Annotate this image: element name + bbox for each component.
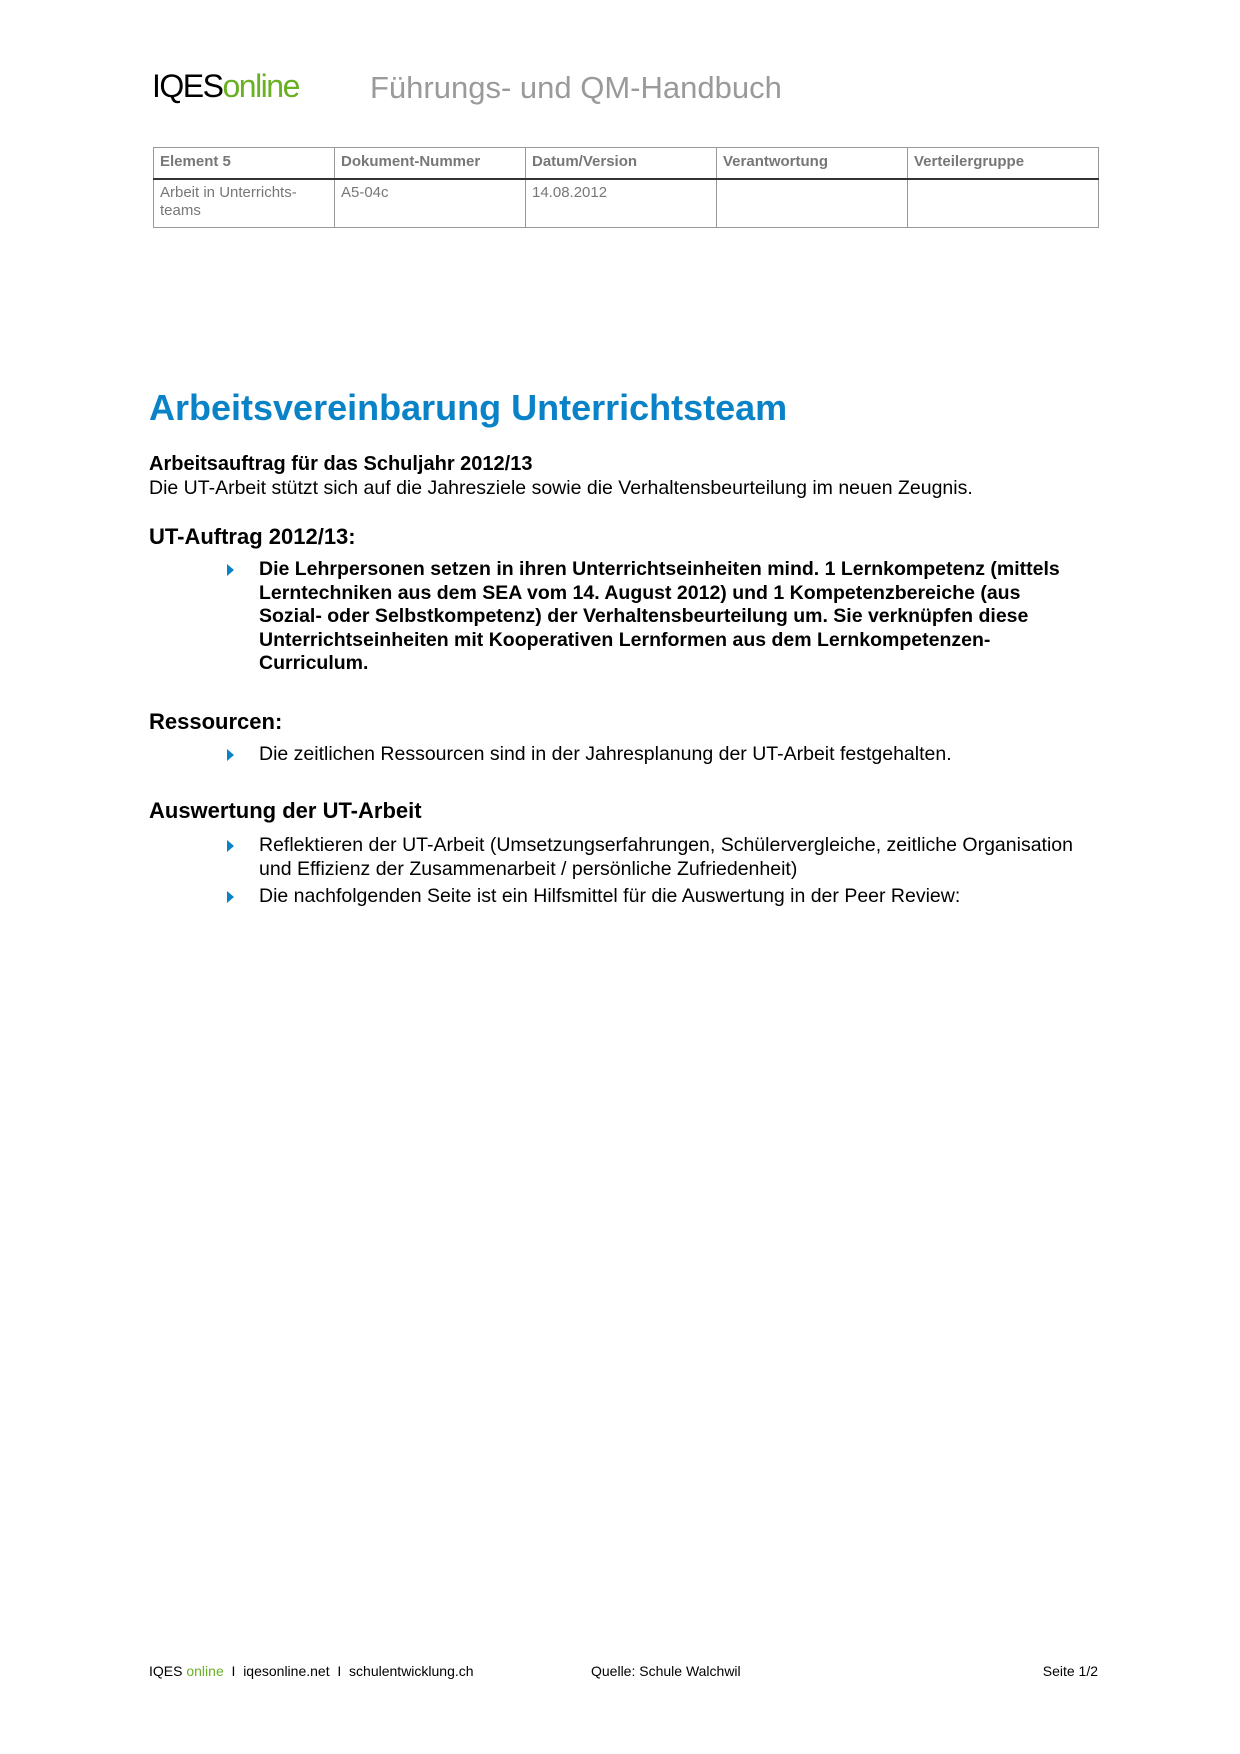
list-item — [227, 834, 1087, 881]
intro-heading: Arbeitsauftrag für das Schuljahr 2012/13 — [149, 453, 533, 475]
document-meta-table — [153, 147, 1099, 228]
bullet-list — [227, 558, 1087, 680]
table-cell — [908, 179, 1099, 228]
triangle-bullet-icon — [227, 840, 234, 852]
section-heading: Auswertung der UT-Arbeit — [149, 798, 422, 823]
col-header: Dokument-Nummer — [335, 148, 526, 180]
list-item-text: Die Lehrpersonen setzen in ihren Unterrichtseinheiten mind. 1 Lernkompetenz (mittels Lerntechniken aus dem SEA vom 14. August 2012) und 1 Kompetenzbereiche (aus Sozial- oder Selbstkompetenz) der Verhaltensbeurteilung um. Sie verknüpfen diese Unterrichtseinheiten mit Kooperativen Lernformen aus dem Lernkompetenzen-Curriculum. — [259, 558, 1060, 674]
col-header: Verteilergruppe — [908, 148, 1099, 180]
table-cell: Arbeit in Unterrichts-teams — [154, 179, 335, 228]
page-number: Seite 1/2 — [1042, 1663, 1098, 1679]
table-header-row — [154, 148, 1099, 180]
section-heading: UT-Auftrag 2012/13: — [149, 524, 356, 549]
table-cell: 14.08.2012 — [526, 179, 717, 228]
separator: I — [231, 1663, 236, 1679]
table-cell — [717, 179, 908, 228]
iqes-logo — [152, 68, 299, 104]
logo-text-online: online — [222, 68, 299, 104]
col-header: Element 5 — [154, 148, 335, 180]
bullet-list — [227, 743, 1087, 771]
col-header: Datum/Version — [526, 148, 717, 180]
list-item-text: Reflektieren der UT-Arbeit (Umsetzungserfahrungen, Schülervergleiche, zeitliche Organisation und Effizienz der Zusammenarbeit / persönliche Zufriedenheit) — [259, 834, 1073, 880]
footer-source: Quelle: Schule Walchwil — [591, 1663, 741, 1679]
intro-text: Die UT-Arbeit stützt sich auf die Jahresziele sowie die Verhaltensbeurteilung im neuen Zeugnis. — [149, 477, 973, 499]
section-heading: Ressourcen: — [149, 709, 283, 734]
triangle-bullet-icon — [227, 749, 234, 761]
list-item — [227, 558, 1087, 676]
footer-link-iqesonline[interactable]: iqesonline.net — [243, 1663, 330, 1679]
footer-link-schulentwicklung[interactable]: schulentwicklung.ch — [349, 1663, 474, 1679]
page-title: Arbeitsvereinbarung Unterrichtsteam — [149, 387, 788, 428]
list-item — [227, 743, 1087, 767]
col-header: Verantwortung — [717, 148, 908, 180]
list-item — [227, 885, 1087, 909]
list-item-text: Die nachfolgenden Seite ist ein Hilfsmittel für die Auswertung in der Peer Review: — [259, 885, 961, 907]
bullet-list — [227, 834, 1087, 913]
intro-block — [149, 452, 1109, 500]
logo-text: IQES — [152, 68, 223, 104]
triangle-bullet-icon — [227, 564, 234, 576]
footer-links — [149, 1662, 474, 1680]
list-item-text: Die zeitlichen Ressourcen sind in der Jahresplanung der UT-Arbeit festgehalten. — [259, 743, 952, 765]
table-cell: A5-04c — [335, 179, 526, 228]
handbook-title: Führungs- und QM-Handbuch — [370, 70, 782, 105]
footer-brand-online: online — [186, 1663, 224, 1679]
table-row — [154, 179, 1099, 228]
footer-brand: IQES — [149, 1663, 183, 1679]
triangle-bullet-icon — [227, 891, 234, 903]
separator: I — [337, 1663, 342, 1679]
